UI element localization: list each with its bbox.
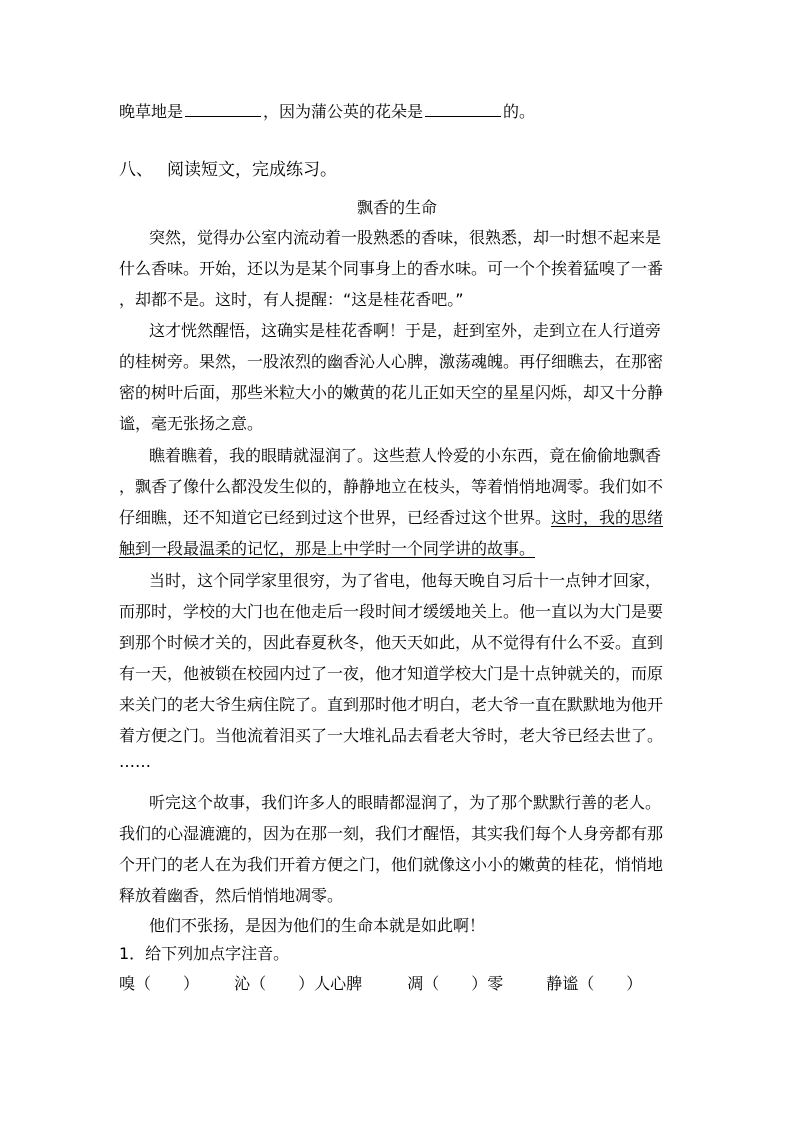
underlined-sentence-part-2: 触到一段最温柔的记忆，那是上中学时一个同学讲的故事。: [119, 539, 536, 558]
answer-blank-1[interactable]: [185, 102, 261, 117]
paragraph-4: [119, 565, 675, 773]
paragraph-2: [119, 315, 675, 439]
paragraph-line: [119, 502, 675, 533]
answer-blank-2[interactable]: [425, 102, 501, 117]
paragraph-line: 到那个时候才关的，因此春夏秋冬，他天天如此，从不觉得有什么不妥。直到: [119, 633, 664, 652]
paragraph-text: 仔细瞧，还不知道它已经到过这个世界，已经香过这个世界。: [119, 508, 552, 527]
paragraph-line: 什么香味。开始，还以为是某个同事身上的香水味。可一个个挨着猛嗅了一番: [119, 259, 664, 278]
paragraph-line: 当时，这个同学家里很穷，为了省电，他每天晚自习后十一点钟才回家，: [149, 571, 662, 590]
sentence-part-1: 晚草地是: [119, 102, 184, 121]
essay-title: 飘香的生命: [356, 198, 437, 217]
paragraph-line: 听完这个故事，我们许多人的眼睛都湿润了，为了那个默默行善的老人。: [149, 793, 662, 812]
paragraph-5: [119, 787, 675, 911]
paragraph-line: ，飘香了像什么都没发生似的，静静地立在枝头，等着悄悄地凋零。我们如不: [119, 477, 664, 496]
ellipsis-line: ……: [119, 752, 151, 771]
pinyin-items: [119, 974, 642, 994]
paragraph-line: 突然，觉得办公室内流动着一股熟悉的香味，很熟悉，却一时想不起来是: [149, 228, 662, 247]
fill-in-sentence: [119, 102, 535, 122]
paragraph-line: ，却都不是。这时，有人提醒：“这是桂花香吧。”: [119, 290, 464, 309]
paragraph-6: [119, 910, 675, 941]
section-number: 八、: [119, 160, 153, 180]
paragraph-3: [119, 440, 675, 564]
sentence-part-2: ，因为蒲公英的花朵是: [263, 102, 424, 121]
paragraph-line: 谧，毫无张扬之意。: [119, 414, 264, 433]
question-1-label: 1．给下列加点字注音。: [119, 944, 290, 963]
paragraph-line: 来关门的老大爷生病住院了。直到那时他才明白，老大爷一直在默默地为他开: [119, 695, 664, 714]
paragraph-line: 而那时，学校的大门也在他走后一段时间才缓缓地关上。他一直以为大门是要: [119, 602, 664, 621]
paragraph-line: 他们不张扬，是因为他们的生命本就是如此啊！: [149, 916, 486, 935]
paragraph-line: 瞧着瞧着，我的眼睛就湿润了。这些惹人怜爱的小东西，竟在偷偷地飘香: [149, 446, 662, 465]
pinyin-item[interactable]: 嗅（ ）: [119, 974, 200, 993]
paragraph-line: 我们的心湿漉漉的，因为在那一刻，我们才醒悟，其实我们每个人身旁都有那: [119, 824, 664, 843]
paragraph-1: [119, 222, 675, 315]
paragraph-line: 个开门的老人在为我们开着方便之门，他们就像这小小的嫩黄的桂花，悄悄地: [119, 855, 664, 874]
paragraph-line: 密的树叶后面，那些米粒大小的嫩黄的花儿正如天空的星星闪烁，却又十分静: [119, 383, 664, 402]
underlined-sentence-part-1: 这时，我的思绪: [551, 508, 664, 527]
pinyin-item[interactable]: 静谧（ ）: [546, 974, 643, 993]
sentence-part-3: 的。: [503, 102, 536, 121]
section-heading: [119, 160, 337, 180]
section-instruction: 阅读短文，完成练习。: [167, 160, 337, 180]
paragraph-line: 有一天，他被锁在校园内过了一夜，他才知道学校大门是十点钟就关的，而原: [119, 664, 664, 683]
paragraph-line: 这才恍然醒悟，这确实是桂花香啊！于是，赶到室外，走到立在人行道旁: [149, 321, 662, 340]
paragraph-line: 着方便之门。当他流着泪买了一大堆礼品去看老大爷时，老大爷已经去世了。: [119, 726, 664, 745]
paragraph-line: 释放着幽香，然后悄悄地凋零。: [119, 886, 344, 905]
paragraph-line: [119, 533, 675, 564]
pinyin-item[interactable]: 沁（ ）人心脾: [234, 974, 363, 993]
paragraph-line: 的桂树旁。果然，一股浓烈的幽香沁人心脾，激荡魂魄。再仔细瞧去，在那密: [119, 352, 664, 371]
pinyin-item[interactable]: 凋（ ）零: [407, 974, 504, 993]
